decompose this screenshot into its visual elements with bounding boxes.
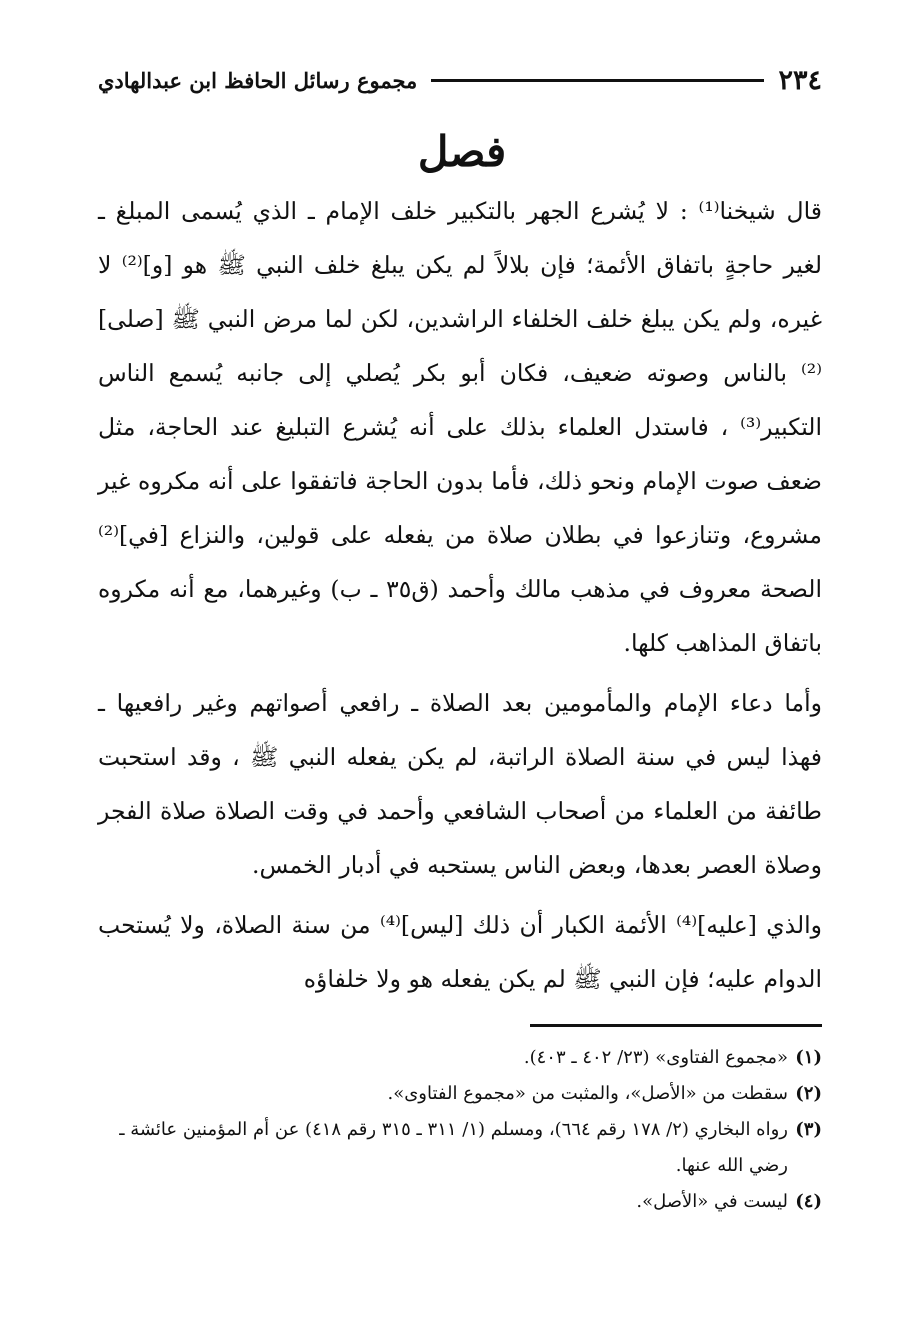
footnote-text: «مجموع الفتاوى» (٢٣/ ٤٠٢ ـ ٤٠٣).: [523, 1047, 788, 1068]
footnote-number: (٣): [795, 1119, 822, 1140]
footnote-text: ليست في «الأصل».: [636, 1191, 788, 1212]
header-rule: [431, 79, 764, 82]
footnote-4: [98, 1184, 822, 1220]
footnote-number: (١): [795, 1047, 822, 1068]
footnote-text: سقطت من «الأصل»، والمثبت من «مجموع الفتاوى».: [387, 1083, 788, 1104]
body-text: [98, 184, 822, 1012]
page-number: ٢٣٤: [778, 64, 822, 96]
footnote-2: [98, 1076, 822, 1112]
footnotes: [98, 1040, 822, 1220]
footnote-3: [98, 1112, 822, 1184]
section-heading: فصل: [417, 127, 507, 176]
running-header: [98, 60, 822, 100]
footnote-rule: [530, 1024, 822, 1027]
paragraph: قال شيخنا⁽¹⁾ : لا يُشرع الجهر بالتكبير خلف الإمام ـ الذي يُسمى المبلغ ـ لغير حاجةٍ باتفاق الأئمة؛ فإن بلالاً لم يكن يبلغ خلف النبي ﷺ هو [و]⁽²⁾ لا غيره، ولم يكن يبلغ خلف الخلفاء الراشدين، لكن لما مرض النبي ﷺ [صلى]⁽²⁾ بالناس وصوته ضعيف، فكان أبو بكر يُصلي إلى جانبه يُسمع الناس التكبير⁽³⁾ ، فاستدل العلماء بذلك على أنه يُشرع التبليغ عند الحاجة، مثل ضعف صوت الإمام ونحو ذلك، فأما بدون الحاجة فاتفقوا على أنه مكروه غير مشروع، وتنازعوا في بطلان صلاة من يفعله على قولين، والنزاع [في]⁽²⁾ الصحة معروف في مذهب مالك وأحمد (ق٣٥ ـ ب) وغيرهما، مع أنه مكروه باتفاق المذاهب كلها.: [98, 197, 822, 657]
paragraph: والذي [عليه]⁽⁴⁾ الأئمة الكبار أن ذلك [ليس]⁽⁴⁾ من سنة الصلاة، ولا يُستحب الدوام عليه؛ فإن النبي ﷺ لم يكن يفعله هو ولا خلفاؤه: [98, 911, 822, 993]
footnote-number: (٤): [795, 1191, 822, 1212]
book-title: مجموع رسائل الحافظ ابن عبدالهادي: [98, 67, 418, 93]
footnote-text: رواه البخاري (٢/ ١٧٨ رقم ٦٦٤)، ومسلم (١/ ٣١١ ـ ٣١٥ رقم ٤١٨) عن أم المؤمنين عائشة ـ رضي الله عنها.: [119, 1119, 788, 1176]
footnote-number: (٢): [795, 1083, 822, 1104]
paragraph: وأما دعاء الإمام والمأمومين بعد الصلاة ـ رافعي أصواتهم وغير رافعيها ـ فهذا ليس في سنة الصلاة الراتبة، لم يكن يفعله النبي ﷺ ، وقد استحبت طائفة من العلماء من أصحاب الشافعي وأحمد في وقت الصلاة صلاة الفجر وصلاة العصر بعدها، وبعض الناس يستحبه في أدبار الخمس.: [98, 689, 822, 879]
footnote-1: [98, 1040, 822, 1076]
